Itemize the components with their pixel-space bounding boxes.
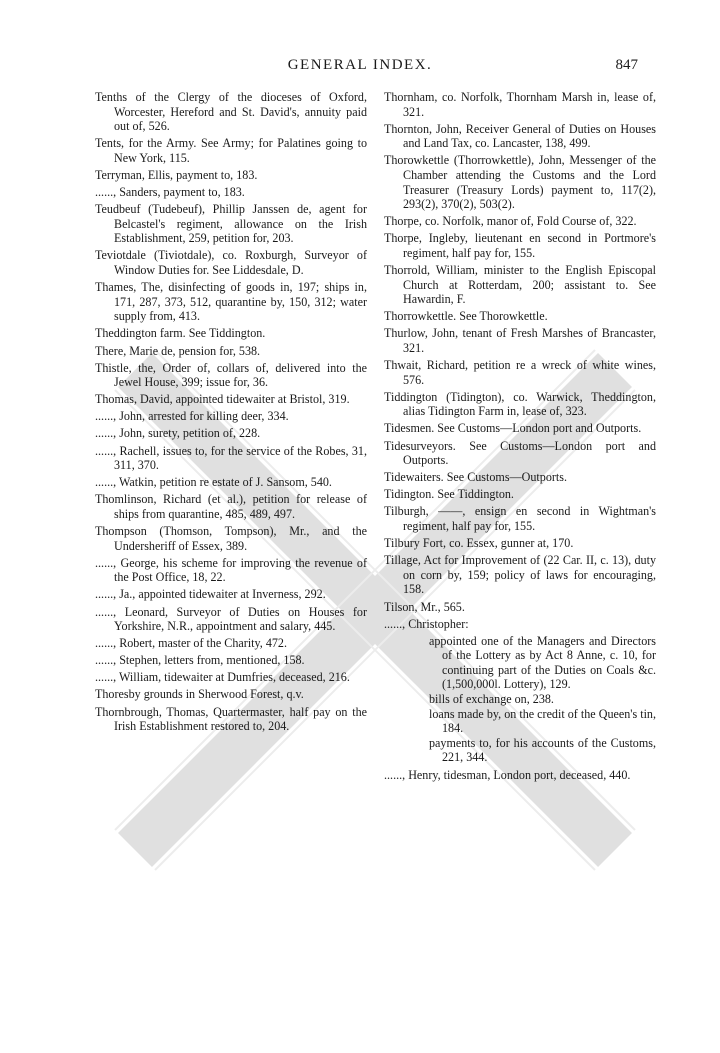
index-entry: Thorpe, co. Norfolk, manor of, Fold Course of, 322. <box>384 214 637 229</box>
index-subentry: bills of exchange on, 238. <box>429 692 554 707</box>
index-entry: Tidington. See Tiddington. <box>384 487 514 502</box>
index-entry: Tiddington (Tidington), co. Warwick, Theddington, alias Tidington Farm in, lease of, 323. <box>384 389 656 419</box>
index-entry: ......, Leonard, Surveyor of Duties on Houses for Yorkshire, N.R., appointment and salary, 445. <box>95 604 367 634</box>
index-entry: ......, Christopher: <box>384 616 469 631</box>
index-entry: Tidesmen. See Customs—London port and Outports. <box>384 421 642 436</box>
index-entry: Tidewaiters. See Customs—Outports. <box>384 470 567 485</box>
index-entry: Thornton, John, Receiver General of Duties on Houses and Land Tax, co. Lancaster, 138, 499. <box>384 121 656 151</box>
index-column-left <box>95 90 367 736</box>
index-entry: Tilbury Fort, co. Essex, gunner at, 170. <box>384 536 574 551</box>
index-entry: Thorrold, William, minister to the English Episcopal Church at Rotterdam, 200; assistant to. See Hawardin, F. <box>384 263 656 307</box>
index-subentry: appointed one of the Managers and Directors of the Lottery as by Act 8 Anne, c. 10, for continuing part of the Duties on Coals &c. (1,500,000l. Lottery), 129. <box>429 633 656 692</box>
index-subentry: payments to, for his accounts of the Customs, 221, 344. <box>429 735 656 765</box>
index-entry: ......, Watkin, petition re estate of J. Sansom, 540. <box>95 475 332 490</box>
index-entry: Thames, The, disinfecting of goods in, 197; ships in, 171, 287, 373, 512, quarantine by, 150, 312; water supply from, 413. <box>95 280 367 324</box>
index-entry: Tilson, Mr., 565. <box>384 599 465 614</box>
page-number: 847 <box>615 57 638 73</box>
index-entry: ......, John, arrested for killing deer, 334. <box>95 409 289 424</box>
index-subentry: loans made by, on the credit of the Queen's tin, 184. <box>429 706 656 736</box>
index-entry: Thorpe, Ingleby, lieutenant en second in Portmore's regiment, half pay for, 155. <box>384 231 656 260</box>
index-entry: Tents, for the Army. See Army; for Palatines going to New York, 115. <box>95 136 367 165</box>
index-entry: Thomlinson, Richard (et al.), petition for release of ships from quarantine, 485, 489, 497. <box>95 492 367 521</box>
index-entry: There, Marie de, pension for, 538. <box>95 343 261 358</box>
index-entry: ......, William, tidewaiter at Dumfries, deceased, 216. <box>95 670 350 685</box>
index-entry: ......, Stephen, letters from, mentioned, 158. <box>95 653 305 668</box>
page-header <box>0 57 720 77</box>
index-entry: Thornham, co. Norfolk, Thornham Marsh in, lease of, 321. <box>384 90 656 119</box>
index-entry: ......, John, surety, petition of, 228. <box>95 426 261 441</box>
index-entry: ......, Henry, tidesman, London port, deceased, 440. <box>384 768 631 783</box>
index-entry: Thistle, the, Order of, collars of, delivered into the Jewel House, 399; issue for, 36. <box>95 360 367 390</box>
index-entry: Thwait, Richard, petition re a wreck of white wines, 576. <box>384 358 656 387</box>
index-entry: Thurlow, John, tenant of Fresh Marshes of Brancaster, 321. <box>384 326 656 355</box>
index-entry: ......, Sanders, payment to, 183. <box>95 185 245 200</box>
index-entry: ......, George, his scheme for improving the revenue of the Post Office, 18, 22. <box>95 555 367 585</box>
index-entry: Thorrowkettle. See Thorowkettle. <box>384 309 548 324</box>
page-title: GENERAL INDEX. <box>287 57 433 73</box>
index-entry: Thoresby grounds in Sherwood Forest, q.v. <box>95 687 304 702</box>
index-entry: Thomas, David, appointed tidewaiter at Bristol, 319. <box>95 392 350 407</box>
index-entry: Theddington farm. See Tiddington. <box>95 326 266 341</box>
index-entry: Tillage, Act for Improvement of (22 Car. II, c. 13), duty on corn by, 159; policy of laws for encouraging, 158. <box>384 553 656 597</box>
index-entry: ......, Robert, master of the Charity, 472. <box>95 636 288 651</box>
index-entry: Teviotdale (Tiviotdale), co. Roxburgh, Surveyor of Window Duties for. See Liddesdale, D. <box>95 248 367 278</box>
index-entry: ......, Rachell, issues to, for the service of the Robes, 31, 311, 370. <box>95 443 367 473</box>
index-entry: Terryman, Ellis, payment to, 183. <box>95 167 258 182</box>
index-entry: Thorowkettle (Thorrowkettle), John, Messenger of the Chamber attending the Customs and the Lord Treasurer (Treasury Lords) payment to, 117(2), 293(2), 370(2), 503(2). <box>384 153 656 212</box>
index-column-right <box>384 90 656 785</box>
index-entry: Thompson (Thomson, Tompson), Mr., and the Undersheriff of Essex, 389. <box>95 524 367 553</box>
index-entry: Tilburgh, ——, ensign en second in Wightman's regiment, half pay for, 155. <box>384 504 656 534</box>
index-entry: Tidesurveyors. See Customs—London port and Outports. <box>384 438 656 468</box>
index-entry: Tenths of the Clergy of the dioceses of Oxford, Worcester, Hereford and St. David's, annuity paid out of, 526. <box>95 90 367 134</box>
index-entry: Thornbrough, Thomas, Quartermaster, half pay on the Irish Establishment restored to, 204. <box>95 704 367 734</box>
index-entry: ......, Ja., appointed tidewaiter at Inverness, 292. <box>95 587 326 602</box>
index-entry: Teudbeuf (Tudebeuf), Phillip Janssen de, agent for Belcastel's regiment, allowance on the Irish Establishment, 259, petition for, 203. <box>95 202 367 246</box>
